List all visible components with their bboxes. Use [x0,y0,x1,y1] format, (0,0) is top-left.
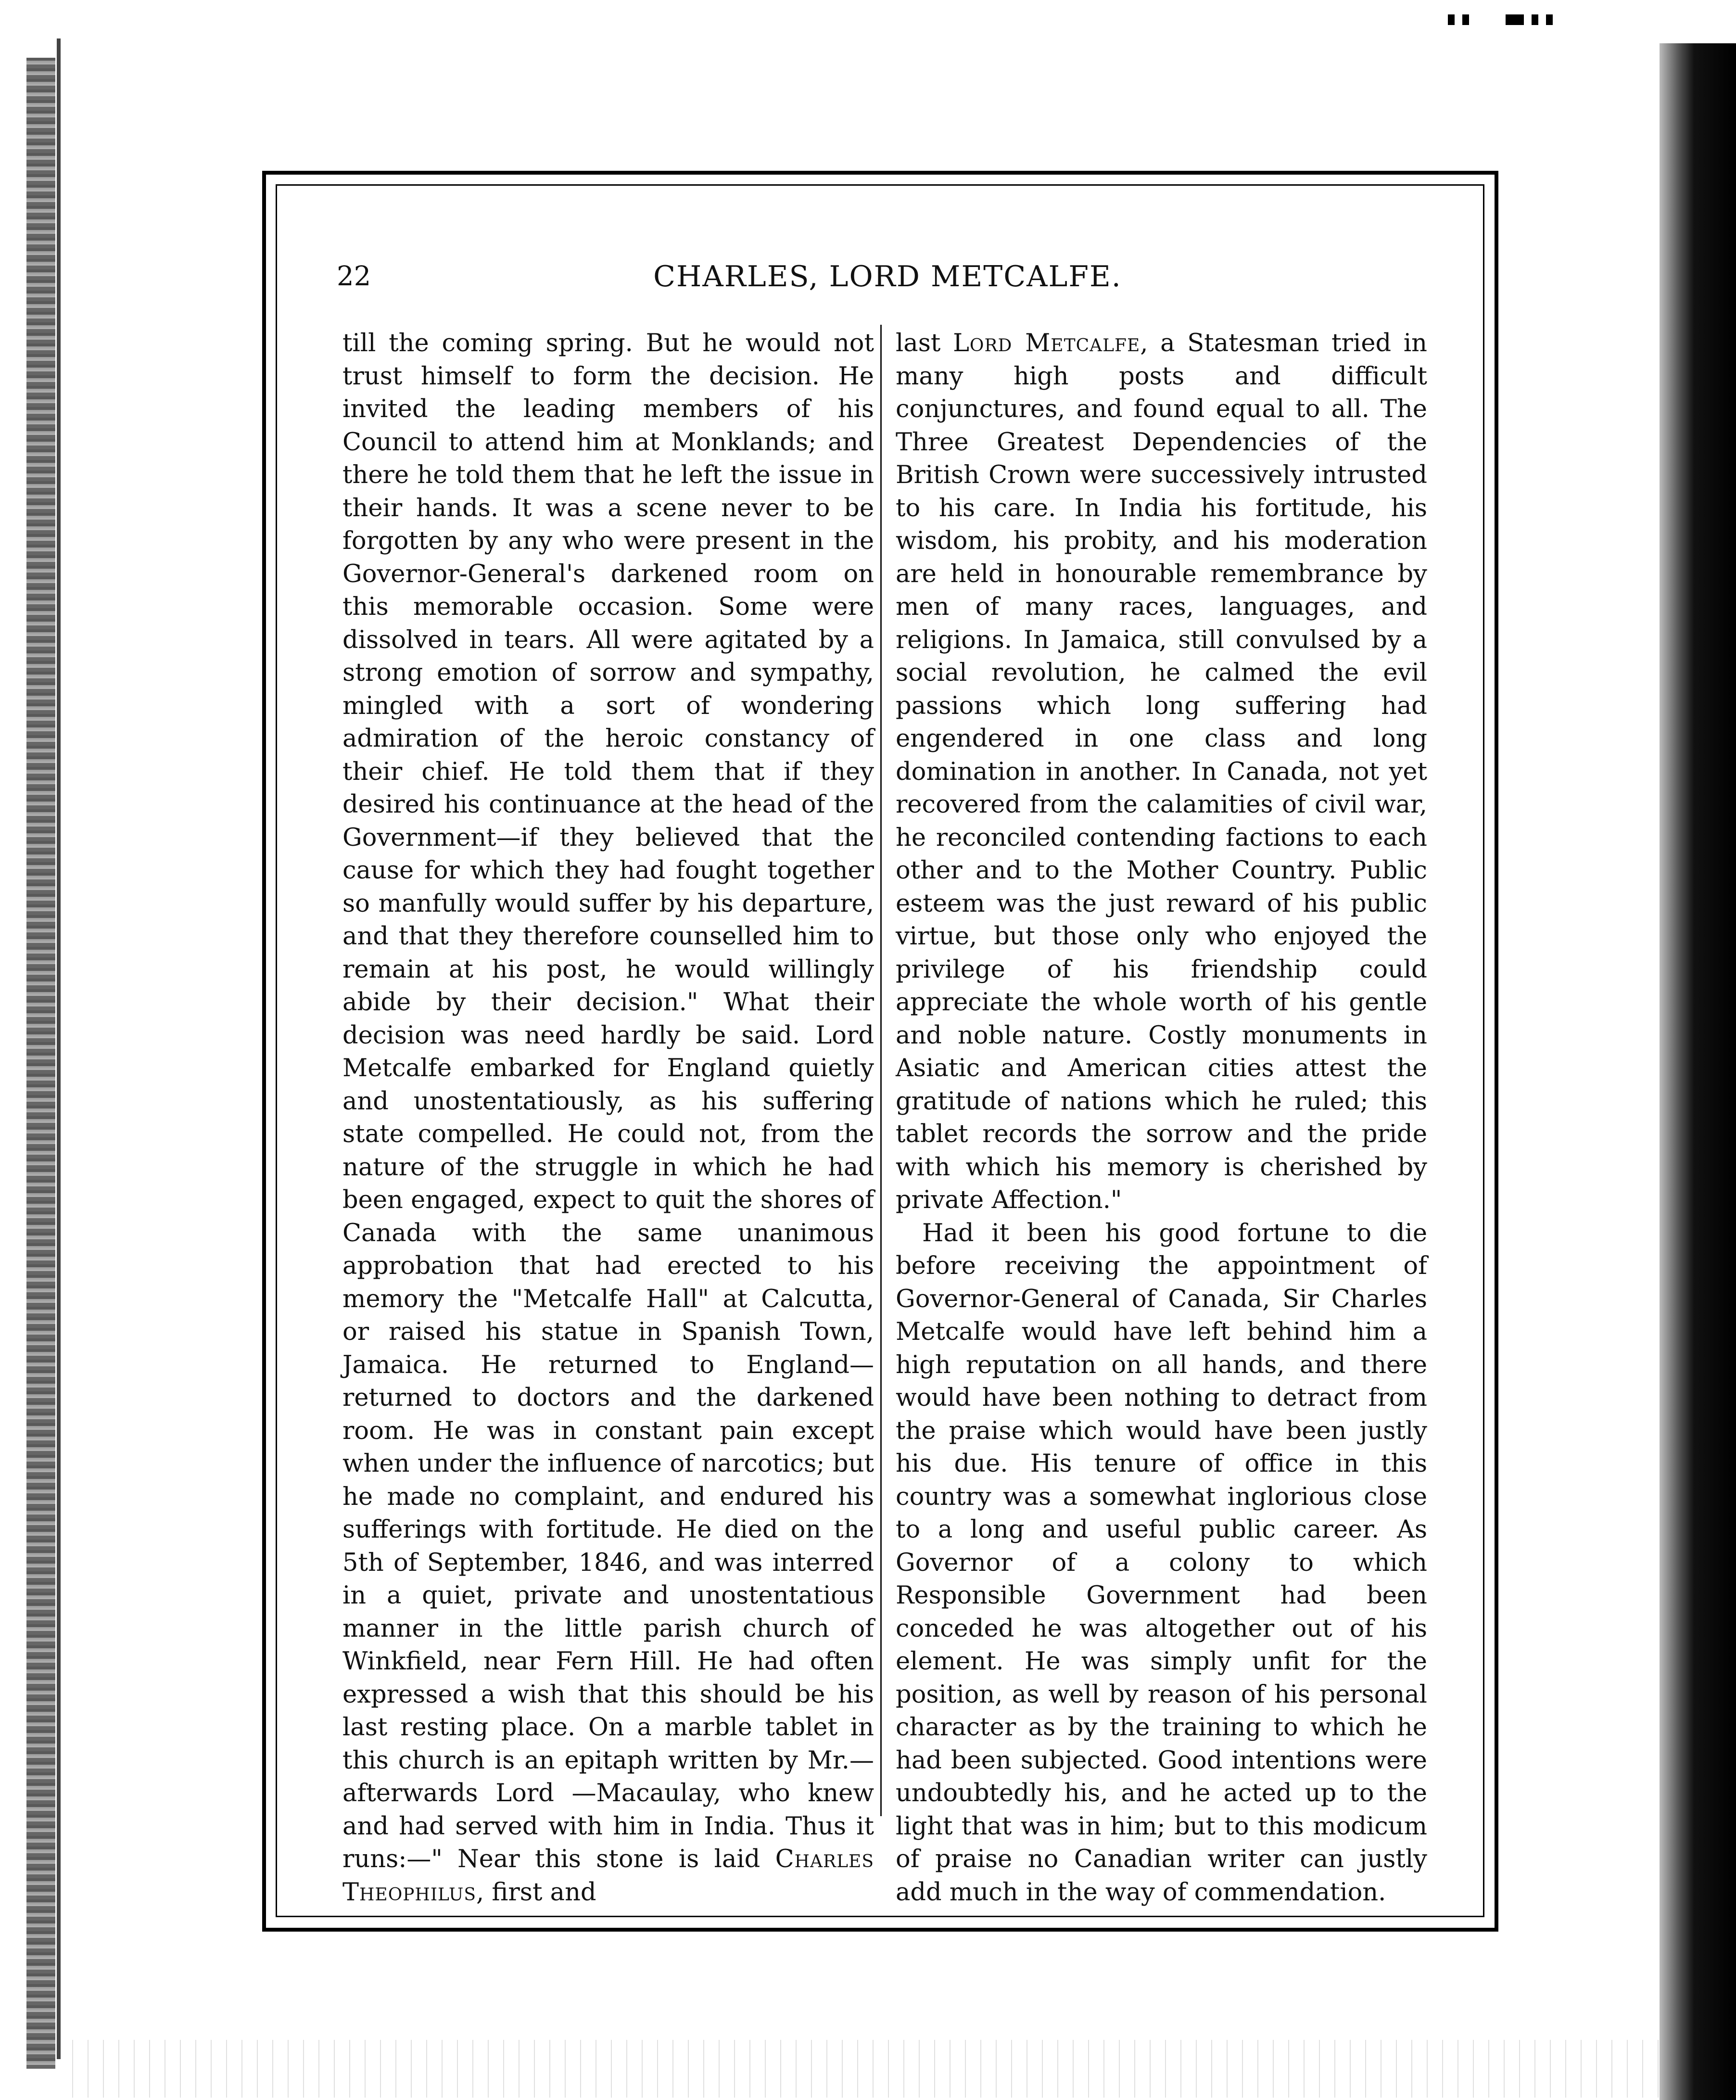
page-number: 22 [337,261,371,292]
left-paragraph-tail: , first and [476,1878,596,1907]
scan-bottom-noise [58,2040,1660,2098]
left-column [342,327,874,1907]
page-title: CHARLES, LORD METCALFE. [653,260,1122,293]
scan-left-edge [26,58,55,2069]
left-paragraph [342,327,874,1909]
column-divider [880,325,882,1816]
right-column [896,327,1428,1907]
right-paragraph-1-text: , a Statesman tried in many high posts and difficult conjunctures, and found equal to all. The Three Greatest Dependencies of the British Crown were successively intrusted to his care. In India his fortitude, his wisdom, his probity, and his moderation are held in honourable remembrance by men of many races, languages, and religions. In Jamaica, still convulsed by a social revolution, he calmed the evil passions which long suffering had engendered in one class and long domination in another. In Canada, not yet recovered from the calamities of civil war, he reconciled contending factions to each other and to the Mother Country. Public esteem was the just reward of his public virtue, but those only who enjoyed the privilege of his friendship could appreciate the whole worth of his gentle and noble nature. Costly monuments in Asiatic and American cities attest the gratitude of nations which he ruled; this tablet records the sorrow and the pride with which his memory is cherished by private Affection." [896,329,1428,1214]
right-lead-word: last [896,329,941,357]
right-paragraph-1 [896,327,1427,1217]
running-head [337,255,1438,298]
scan-left-edge-line [57,38,61,2059]
scan-right-edge [1660,43,1736,2100]
left-paragraph-text: till the coming spring. But he would not trust himself to form the decision. He invited the leading members of his Council to attend him at Monklands; and there he told them that he left the issue in their hands. It was a scene never to be forgotten by any who were present in the Governor-General's darkened room on this memorable occasion. Some were dissolved in tears. All were agitated by a strong emotion of sorrow and sympathy, mingled with a sort of wondering admiration of the heroic constancy of their chief. He told them that if they desired his continuance at the head of the Government—if they believed that the cause for which they had fought together so manfully would suffer by his departure, and that they therefore counselled him to remain at his post, he would willingly abide by their decision." What their decision was need hardly be said. Lord Metcalfe embarked for England quietly and unostentatiously, as his suffering state compelled. He could not, from the nature of the struggle in which he had been engaged, expect to quit the shores of Canada with the same unanimous approbation that had erected to his memory the "Metcalfe Hall" at Calcutta, or raised his statue in Spanish Town, Jamaica. He returned to England—returned to doctors and the darkened room. He was in constant pain except when under the influence of narcotics; but he made no complaint, and endured his sufferings with fortitude. He died on the 5th of September, 1846, and was interred in a quiet, private and unostentatious manner in the little parish church of Winkfield, near Fern Hill. He had often expressed a wish that this should be his last resting place. On a marble tablet in this church is an epitaph written by Mr.—afterwards Lord —Macaulay, who knew and had served with him in India. Thus it runs:—" Near this stone is laid [342,329,874,1873]
right-smallcaps-name: Lord Metcalfe [953,329,1140,357]
scan-top-marks [1448,14,1563,26]
left-smallcaps-name: Charles Theophilus [342,1845,874,1907]
right-paragraph-2: Had it been his good fortune to die before receiving the appointment of Governor-General of Canada, Sir Charles Metcalfe would have left behind him a high reputation on all hands, and there would have been nothing to detract from the praise which would have been justly his due. His tenure of office in this country was a somewhat inglorious close to a long and useful public career. As Governor of a colony to which Responsible Government had been conceded he was altogether out of his element. He was simply unfit for the position, as well by reason of his personal character as by the training to which he had been subjected. Good intentions were undoubtedly his, and he acted up to the light that was in him; but to this modicum of praise no Canadian writer can justly add much in the way of commendation. [896,1219,1427,1907]
